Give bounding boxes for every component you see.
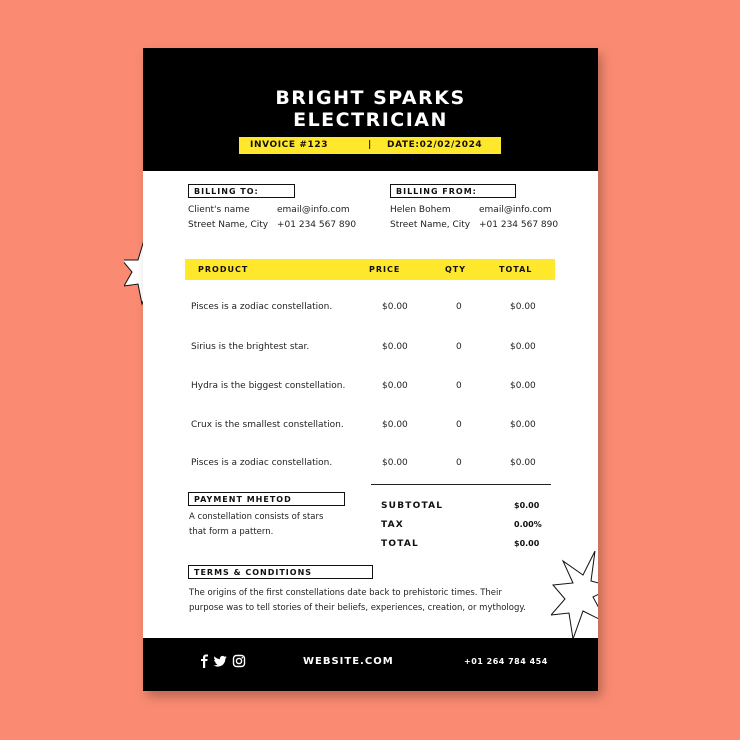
billing-from-label: BILLING FROM: xyxy=(390,184,516,198)
payment-text-line1: A constellation consists of stars xyxy=(189,512,324,522)
starburst-right-icon xyxy=(551,551,598,643)
table-row xyxy=(143,458,598,472)
billing-from-name: Helen Bohem xyxy=(390,205,451,215)
payment-method-label: PAYMENT MHETOD xyxy=(188,492,345,506)
row-price: $0.00 xyxy=(382,381,408,391)
instagram-icon[interactable] xyxy=(232,654,246,668)
table-row xyxy=(143,302,598,316)
row-price: $0.00 xyxy=(382,458,408,468)
row-qty: 0 xyxy=(456,302,462,312)
row-total: $0.00 xyxy=(510,420,536,430)
row-qty: 0 xyxy=(456,458,462,468)
table-row xyxy=(143,381,598,395)
row-price: $0.00 xyxy=(382,420,408,430)
footer-phone: +01 264 784 454 xyxy=(464,657,548,666)
billing-to-label: BILLING TO: xyxy=(188,184,295,198)
invoice-number: INVOICE #123 xyxy=(250,140,329,150)
col-product: PRODUCT xyxy=(198,265,249,274)
billing-to-phone: +01 234 567 890 xyxy=(277,220,357,230)
billing-from-street: Street Name, City xyxy=(390,220,471,230)
terms-text-line2: purpose was to tell stories of their beliefs, experiences, creation, or mythology. xyxy=(189,603,526,613)
row-qty: 0 xyxy=(456,381,462,391)
terms-label: TERMS & CONDITIONS xyxy=(188,565,373,579)
items-table-header xyxy=(185,259,555,280)
invoice-separator: | xyxy=(368,140,372,150)
invoice-footer xyxy=(143,638,598,691)
billing-to-street: Street Name, City xyxy=(188,220,269,230)
billing-to-name: Client's name xyxy=(188,205,250,215)
row-total: $0.00 xyxy=(510,342,536,352)
subtotal-label: SUBTOTAL xyxy=(381,501,444,511)
row-price: $0.00 xyxy=(382,342,408,352)
invoice-sheet xyxy=(143,48,598,691)
facebook-icon[interactable] xyxy=(198,654,212,668)
tax-value: 0.00% xyxy=(514,520,542,529)
col-price: PRICE xyxy=(369,265,401,274)
row-product: Hydra is the biggest constellation. xyxy=(191,381,346,391)
row-price: $0.00 xyxy=(382,302,408,312)
totals-divider xyxy=(371,484,551,485)
col-qty: QTY xyxy=(445,265,467,274)
terms-text-line1: The origins of the first constellations date back to prehistoric times. Their xyxy=(189,588,502,598)
invoice-info-bar xyxy=(239,137,501,154)
total-value: $0.00 xyxy=(514,539,540,548)
company-name-line1: BRIGHT SPARKS xyxy=(275,87,466,109)
invoice-date: DATE:02/02/2024 xyxy=(387,140,483,150)
row-product: Pisces is a zodiac constellation. xyxy=(191,302,333,312)
row-total: $0.00 xyxy=(510,458,536,468)
payment-text-line2: that form a pattern. xyxy=(189,527,274,537)
company-name-line2: ELECTRICIAN xyxy=(293,109,448,131)
billing-to-email: email@info.com xyxy=(277,205,350,215)
tax-label: TAX xyxy=(381,520,404,530)
twitter-icon[interactable] xyxy=(213,654,227,668)
invoice-header xyxy=(143,48,598,171)
row-product: Crux is the smallest constellation. xyxy=(191,420,344,430)
row-total: $0.00 xyxy=(510,302,536,312)
row-qty: 0 xyxy=(456,420,462,430)
subtotal-value: $0.00 xyxy=(514,501,540,510)
table-row xyxy=(143,420,598,434)
website-link[interactable]: WEBSITE.COM xyxy=(303,656,394,667)
table-row xyxy=(143,342,598,356)
total-label: TOTAL xyxy=(381,539,419,549)
billing-from-phone: +01 234 567 890 xyxy=(479,220,559,230)
row-product: Pisces is a zodiac constellation. xyxy=(191,458,333,468)
row-qty: 0 xyxy=(456,342,462,352)
billing-from-email: email@info.com xyxy=(479,205,552,215)
col-total: TOTAL xyxy=(499,265,533,274)
row-total: $0.00 xyxy=(510,381,536,391)
row-product: Sirius is the brightest star. xyxy=(191,342,310,352)
